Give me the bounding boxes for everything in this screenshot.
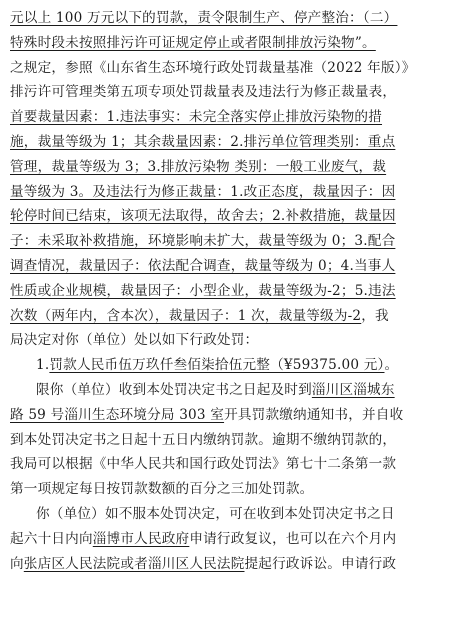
document-line [10,180,452,205]
document-line [10,304,452,329]
body-text: 向 [10,555,24,572]
underlined-text: 管理，裁量等级为 3；3.排放污染物 类别：一般工业废气，裁 [10,158,387,175]
underlined-text: 性质或企业规模，裁量因子：小型企业，裁量等级为-2；5.违法 [10,282,396,299]
underlined-text: 张店区人民法院或者淄川区人民法院 [23,555,245,572]
underlined-text: 淄博市人民政府 [92,530,190,547]
document-line [10,229,452,254]
underlined-text: 次数（两年内，含本次），裁量因子：1 次，裁量等级为-2 [10,307,362,324]
underlined-text: 路 59 号淄川生态环境分局 303 室 [10,406,225,423]
document-line [10,403,452,428]
document-line [10,204,452,229]
body-text: 你（单位）如不服本处罚决定，可在收到本处罚决定书之日 [36,505,395,522]
document-line [10,378,452,403]
body-text: 到本处罚决定书之日起十五日内缴纳罚款。逾期不缴纳罚款的， [10,431,397,448]
body-text: 第一项规定每日按罚款数额的百分之三加处罚款。 [10,481,314,498]
document-line [10,353,452,378]
body-text: ，我 [361,307,389,324]
document-line [10,527,452,552]
document-line [10,6,452,31]
underlined-text: 淄川区淄城东 [311,381,395,398]
underlined-text: 调查情况，裁量因子：依法配合调查，裁量等级为 0；4.当事人 [10,257,396,274]
body-text: 提起行政诉讼。申请行政 [244,555,397,572]
body-text: 起六十日内向 [10,530,93,547]
body-text: 1. [36,357,50,374]
underlined-text: 施，裁量等级为 1；其余裁量因素：2.排污单位管理类别：重点 [10,133,396,150]
document-line [10,452,452,477]
body-text: 申请行政复议，也可以在六个月内 [189,530,397,547]
body-text: 排污许可管理类第五项专项处罚裁量表及违法行为修正裁量表， [10,84,397,101]
document-line [10,502,452,527]
underlined-text: 轮停时间已结束，该项无法取得，故舍去；2.补救措施，裁量因 [10,208,396,225]
document-line [10,105,452,130]
document-line [10,477,452,502]
body-text: 之规定，参照《山东省生态环境行政处罚裁量基准（2022 年版）》 [10,59,416,76]
document-line [10,328,452,353]
document-line [10,155,452,180]
document-line [10,56,452,81]
body-text: 我局可以根据《中华人民共和国行政处罚法》第七十二条第一款 [10,456,397,473]
underlined-text: 子：未采取补救措施，环境影响未扩大，裁量等级为 0；3.配合 [10,233,396,250]
document-line [10,130,452,155]
underlined-text: 首要裁量因素：1.违法事实：未完全落实停止排放污染物的措 [10,109,383,126]
underlined-text: 特殊时段未按照排污许可证规定停止或者限制排放污染物”。 [10,34,376,51]
body-text: 开具罚款缴纳通知书，并自收 [224,406,404,423]
underlined-text: 罚款人民币伍万玖仟叁佰柒拾伍元整（¥59375.00 元） [49,357,385,374]
document-line [10,80,452,105]
document-line [10,254,452,279]
body-text: 限你（单位）收到本处罚决定书之日起及时到 [36,381,312,398]
underlined-text: 元以上 100 万元以下的罚款，责令限制生产、停产整治：（二） [10,10,398,26]
body-text: 局决定对你（单位）处以如下行政处罚： [10,332,259,349]
body-text: 。 [384,357,399,374]
document-line [10,552,452,577]
document-line [10,279,452,304]
document-line [10,428,452,453]
document-line [10,31,452,56]
underlined-text: 量等级为 3。及违法行为修正裁量：1.改正态度，裁量因子：因 [10,183,396,200]
